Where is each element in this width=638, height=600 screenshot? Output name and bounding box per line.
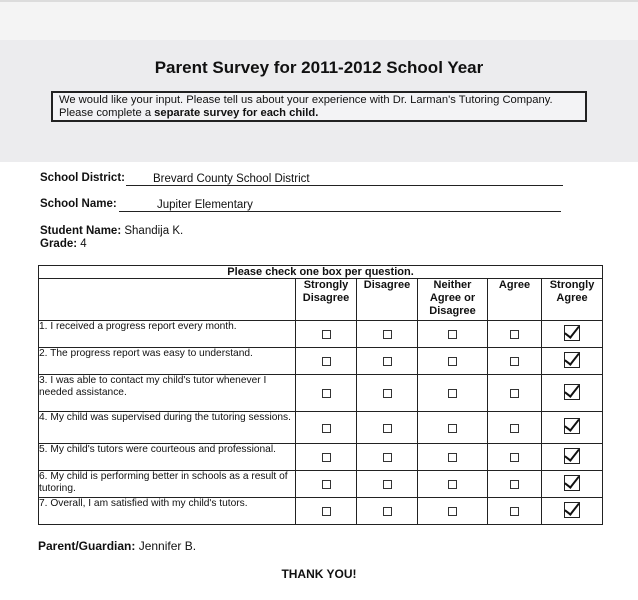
checked-checkbox[interactable] — [564, 325, 580, 341]
empty-checkbox[interactable] — [383, 480, 392, 489]
column-header-neither: Neither Agree or Disagree — [418, 279, 488, 321]
empty-checkbox[interactable] — [510, 480, 519, 489]
grade-value[interactable]: 4 — [80, 238, 87, 250]
table-row — [39, 444, 603, 471]
answer-cell-strongly-disagree — [296, 348, 357, 375]
empty-checkbox[interactable] — [383, 424, 392, 433]
empty-checkbox[interactable] — [383, 453, 392, 462]
scan-edge — [0, 0, 638, 2]
school-district-value[interactable]: Brevard County School District — [153, 173, 310, 185]
empty-checkbox[interactable] — [322, 330, 331, 339]
page-title: Parent Survey for 2011-2012 School Year — [154, 58, 484, 77]
answer-cell-disagree — [357, 498, 418, 525]
answer-cell-neither — [418, 471, 488, 498]
empty-checkbox[interactable] — [448, 330, 457, 339]
answer-cell-disagree — [357, 412, 418, 444]
answer-cell-disagree — [357, 375, 418, 412]
checked-checkbox[interactable] — [564, 475, 580, 491]
answer-cell-agree — [488, 412, 542, 444]
question-text: 5. My child's tutors were courteous and professional. — [39, 444, 296, 471]
column-header-strongly-agree: Strongly Agree — [542, 279, 603, 321]
empty-checkbox[interactable] — [322, 357, 331, 366]
school-name-value[interactable]: Jupiter Elementary — [157, 199, 253, 211]
question-text: 2. The progress report was easy to understand. — [39, 348, 296, 375]
column-header-agree: Agree — [488, 279, 542, 321]
empty-checkbox[interactable] — [510, 453, 519, 462]
checkmark-icon — [564, 381, 580, 398]
empty-checkbox[interactable] — [383, 507, 392, 516]
table-row — [39, 412, 603, 444]
empty-checkbox[interactable] — [510, 507, 519, 516]
answer-cell-neither — [418, 444, 488, 471]
answer-cell-disagree — [357, 444, 418, 471]
answer-cell-neither — [418, 348, 488, 375]
empty-checkbox[interactable] — [510, 424, 519, 433]
checkmark-icon — [564, 415, 580, 432]
answer-cell-neither — [418, 412, 488, 444]
student-name-value[interactable]: Shandija K. — [124, 225, 184, 237]
empty-checkbox[interactable] — [322, 424, 331, 433]
answer-cell-disagree — [357, 321, 418, 348]
column-header-strongly-disagree: Strongly Disagree — [296, 279, 357, 321]
question-text: 1. I received a progress report every month. — [39, 321, 296, 348]
table-row — [39, 498, 603, 525]
answer-cell-strongly-agree — [542, 375, 603, 412]
column-header-disagree: Disagree — [357, 279, 418, 321]
checked-checkbox[interactable] — [564, 384, 580, 400]
empty-checkbox[interactable] — [448, 453, 457, 462]
empty-checkbox[interactable] — [448, 507, 457, 516]
answer-cell-neither — [418, 498, 488, 525]
empty-checkbox[interactable] — [448, 480, 457, 489]
answer-cell-strongly-disagree — [296, 498, 357, 525]
student-name-label: Student Name: — [40, 225, 122, 237]
answer-cell-agree — [488, 498, 542, 525]
answer-cell-strongly-disagree — [296, 321, 357, 348]
survey-table — [38, 265, 603, 525]
intro-box — [51, 91, 587, 122]
checked-checkbox[interactable] — [564, 448, 580, 464]
answer-cell-strongly-disagree — [296, 412, 357, 444]
answer-cell-neither — [418, 321, 488, 348]
questions-body — [39, 321, 603, 525]
checkmark-icon — [564, 499, 580, 516]
answer-cell-strongly-agree — [542, 412, 603, 444]
checked-checkbox[interactable] — [564, 418, 580, 434]
answer-cell-strongly-agree — [542, 321, 603, 348]
guardian-value[interactable]: Jennifer B. — [138, 539, 197, 553]
answer-cell-strongly-disagree — [296, 471, 357, 498]
checkmark-icon — [564, 445, 580, 462]
thank-you: THANK YOU! — [281, 567, 357, 581]
school-name-underline — [119, 211, 561, 212]
empty-checkbox[interactable] — [448, 357, 457, 366]
empty-checkbox[interactable] — [322, 480, 331, 489]
guardian-label: Parent/Guardian: — [38, 539, 136, 553]
answer-cell-strongly-disagree — [296, 444, 357, 471]
answer-cell-agree — [488, 321, 542, 348]
empty-checkbox[interactable] — [448, 389, 457, 398]
empty-checkbox[interactable] — [383, 389, 392, 398]
school-name-label — [40, 198, 117, 210]
checkmark-icon — [564, 322, 580, 339]
question-text: 7. Overall, I am satisfied with my child's tutors. — [39, 498, 296, 525]
intro-line-1: We would like your input. Please tell us about your experience with Dr. Larman's Tutoring Company. — [59, 94, 553, 106]
answer-cell-agree — [488, 444, 542, 471]
table-row — [39, 375, 603, 412]
answer-cell-agree — [488, 348, 542, 375]
empty-checkbox[interactable] — [383, 330, 392, 339]
checked-checkbox[interactable] — [564, 502, 580, 518]
school-name-label-text: School Name: — [40, 198, 117, 210]
table-banner-row — [39, 266, 603, 279]
answer-cell-strongly-agree — [542, 498, 603, 525]
empty-checkbox[interactable] — [383, 357, 392, 366]
school-district-label — [40, 172, 125, 184]
intro-line-2-prefix: Please complete a — [59, 107, 155, 119]
answer-cell-strongly-agree — [542, 471, 603, 498]
checked-checkbox[interactable] — [564, 352, 580, 368]
empty-checkbox[interactable] — [510, 389, 519, 398]
question-text: 4. My child was supervised during the tutoring sessions. — [39, 412, 296, 444]
question-column-header — [39, 279, 296, 321]
answer-cell-strongly-disagree — [296, 375, 357, 412]
empty-checkbox[interactable] — [448, 424, 457, 433]
table-row — [39, 471, 603, 498]
student-name-row — [40, 225, 183, 237]
school-district-underline — [126, 185, 563, 186]
empty-checkbox[interactable] — [322, 389, 331, 398]
empty-checkbox[interactable] — [510, 330, 519, 339]
intro-line-2-emphasis: separate survey for each child. — [154, 107, 319, 119]
grade-label: Grade: — [40, 238, 78, 250]
checkmark-icon — [564, 349, 580, 366]
scan-top-strip — [0, 0, 638, 40]
answer-cell-neither — [418, 375, 488, 412]
grade-row — [40, 238, 87, 250]
checkmark-icon — [564, 472, 580, 489]
question-text: 6. My child is performing better in schools as a result of tutoring. — [39, 471, 296, 498]
question-text: 3. I was able to contact my child's tutor whenever I needed assistance. — [39, 375, 296, 412]
answer-cell-disagree — [357, 471, 418, 498]
answer-cell-agree — [488, 471, 542, 498]
empty-checkbox[interactable] — [510, 357, 519, 366]
table-row — [39, 348, 603, 375]
table-header-row — [39, 279, 603, 321]
intro-line-2 — [59, 107, 579, 120]
answer-cell-strongly-agree — [542, 444, 603, 471]
guardian-row — [38, 539, 196, 553]
school-district-label-text: School District: — [40, 172, 125, 184]
empty-checkbox[interactable] — [322, 507, 331, 516]
table-banner: Please check one box per question. — [39, 266, 603, 279]
answer-cell-strongly-agree — [542, 348, 603, 375]
table-row — [39, 321, 603, 348]
empty-checkbox[interactable] — [322, 453, 331, 462]
answer-cell-disagree — [357, 348, 418, 375]
answer-cell-agree — [488, 375, 542, 412]
